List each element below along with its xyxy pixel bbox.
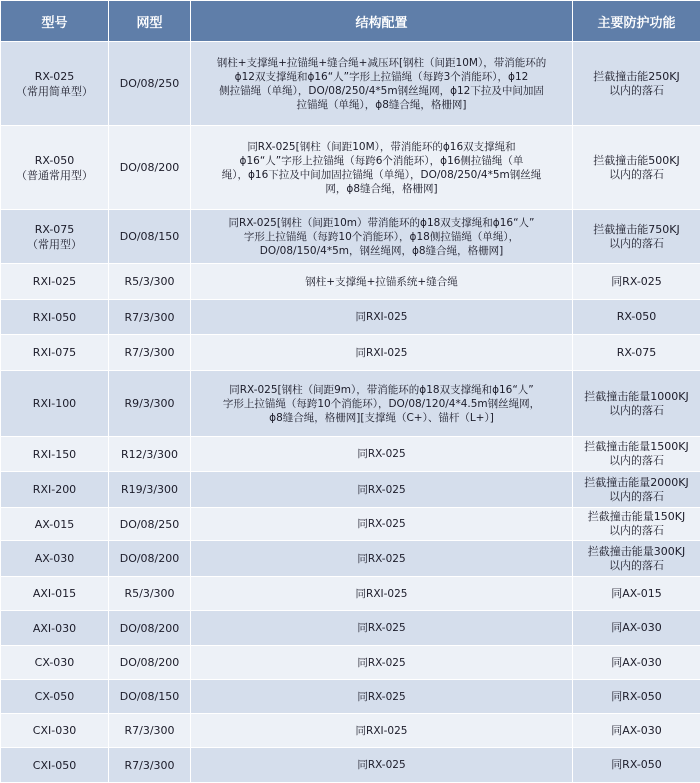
structure-config-cell [191, 210, 573, 264]
protection-line: 拦截撞击能量2000KJ [576, 476, 697, 490]
header-model: 型号 [1, 1, 109, 42]
net-type-cell: DO/08/250 [109, 508, 191, 541]
table-row [1, 680, 700, 714]
table-row [1, 210, 700, 264]
protection-cell [573, 264, 700, 300]
config-line: ɸ8缝合绳，格栅网][支撑绳（C+）、锚杆（L+）] [194, 411, 569, 425]
model-cell [1, 210, 109, 264]
model-cell [1, 646, 109, 680]
protection-cell [573, 714, 700, 748]
model-text: RXI-200 [4, 482, 105, 497]
config-line: 字形上拉锚绳（每跨10个消能环），ɸ18侧拉锚绳（单绳）， [194, 230, 569, 244]
config-line: 同RX-025 [194, 517, 569, 531]
protection-line: 以内的落石 [576, 404, 697, 418]
protection-cell [573, 508, 700, 541]
protection-cell [573, 126, 700, 210]
table-row [1, 646, 700, 680]
protection-cell [573, 210, 700, 264]
protection-cell [573, 611, 700, 646]
model-cell [1, 371, 109, 437]
protection-cell [573, 42, 700, 126]
header-row [1, 1, 700, 42]
model-text: RX-050 [4, 153, 105, 168]
model-cell [1, 437, 109, 472]
protection-cell [573, 335, 700, 371]
protection-line: 同AX-030 [576, 621, 697, 635]
model-text: RXI-100 [4, 396, 105, 411]
protection-line: 同RX-025 [576, 275, 697, 289]
model-text: AXI-030 [4, 621, 105, 636]
net-type-cell: R9/3/300 [109, 371, 191, 437]
config-line: 同RX-025[钢柱（间距10M），带消能环的ɸ16双支撑绳和 [194, 140, 569, 154]
config-line: ɸ12双支撑绳和ɸ16“人”字形上拉锚绳（每跨3个消能环），ɸ12 [194, 70, 569, 84]
model-cell [1, 577, 109, 611]
table-row [1, 126, 700, 210]
protection-cell [573, 437, 700, 472]
model-text: CXI-030 [4, 723, 105, 738]
config-line: 侧拉锚绳（单绳），DO/08/250/4*5m钢丝绳网，ɸ12下拉及中间加固 [194, 84, 569, 98]
net-type-cell: DO/08/150 [109, 210, 191, 264]
config-line: 同RX-025 [194, 690, 569, 704]
structure-config-cell [191, 335, 573, 371]
table-row [1, 300, 700, 335]
net-type-cell: R7/3/300 [109, 748, 191, 783]
config-line: 同RXI-025 [194, 724, 569, 738]
net-type-cell: DO/08/150 [109, 680, 191, 714]
config-line: 同RX-025[钢柱（间距9m），带消能环的ɸ18双支撑绳和ɸ16“人” [194, 383, 569, 397]
header-protection-function: 主要防护功能 [573, 1, 700, 42]
structure-config-cell [191, 264, 573, 300]
model-cell [1, 264, 109, 300]
config-line: 同RX-025 [194, 552, 569, 566]
net-type-cell: R7/3/300 [109, 300, 191, 335]
protection-line: 拦截撞击能量150KJ [576, 510, 697, 524]
model-text: （普通常用型） [4, 168, 105, 183]
net-type-cell: DO/08/200 [109, 611, 191, 646]
config-line: 同RX-025 [194, 656, 569, 670]
config-line: DO/08/150/4*5m，钢丝绳网，ɸ8缝合绳，格栅网] [194, 244, 569, 258]
config-line: 同RXI-025 [194, 587, 569, 601]
structure-config-cell [191, 577, 573, 611]
structure-config-cell [191, 437, 573, 472]
net-type-cell: DO/08/200 [109, 126, 191, 210]
protection-line: 拦截撞击能量1000KJ [576, 390, 697, 404]
net-type-cell: DO/08/200 [109, 541, 191, 577]
structure-config-cell [191, 611, 573, 646]
table-row [1, 437, 700, 472]
net-type-cell: R7/3/300 [109, 335, 191, 371]
structure-config-cell [191, 541, 573, 577]
model-cell [1, 748, 109, 783]
table-row [1, 335, 700, 371]
structure-config-cell [191, 371, 573, 437]
protection-line: 拦截撞击能量1500KJ [576, 440, 697, 454]
model-cell [1, 508, 109, 541]
model-text: （常用简单型） [4, 84, 105, 99]
structure-config-cell [191, 126, 573, 210]
config-line: 拉锚绳（单绳），ɸ8缝合绳，格栅网] [194, 98, 569, 112]
model-text: RXI-150 [4, 447, 105, 462]
protection-line: 同RX-050 [576, 690, 697, 704]
protection-line: 以内的落石 [576, 168, 697, 182]
structure-config-cell [191, 714, 573, 748]
config-line: 同RX-025 [194, 621, 569, 635]
table-row [1, 371, 700, 437]
protection-line: RX-050 [576, 310, 697, 324]
config-line: 绳），ɸ16下拉及中间加固拉锚绳（单绳），DO/08/250/4*5m钢丝绳 [194, 168, 569, 182]
table-row [1, 508, 700, 541]
table-row [1, 714, 700, 748]
model-text: RX-025 [4, 69, 105, 84]
net-type-cell: R12/3/300 [109, 437, 191, 472]
table-row [1, 472, 700, 508]
protection-cell [573, 541, 700, 577]
protection-cell [573, 680, 700, 714]
model-cell [1, 714, 109, 748]
config-line: 同RXI-025 [194, 310, 569, 324]
structure-config-cell [191, 748, 573, 783]
net-type-cell: R5/3/300 [109, 264, 191, 300]
net-type-cell: R5/3/300 [109, 577, 191, 611]
protection-line: 同RX-050 [576, 758, 697, 772]
protection-line: 拦截撞击能500KJ [576, 154, 697, 168]
config-line: 同RX-025 [194, 483, 569, 497]
protection-cell [573, 472, 700, 508]
protection-line: 同AX-030 [576, 724, 697, 738]
model-text: （常用型） [4, 237, 105, 252]
config-line: 同RXI-025 [194, 346, 569, 360]
config-line: 网，ɸ8缝合绳，格栅网] [194, 182, 569, 196]
model-text: CX-030 [4, 655, 105, 670]
model-text: RXI-050 [4, 310, 105, 325]
structure-config-cell [191, 508, 573, 541]
model-text: CX-050 [4, 689, 105, 704]
table-row [1, 42, 700, 126]
structure-config-cell [191, 646, 573, 680]
model-text: AX-030 [4, 551, 105, 566]
protection-line: 同AX-030 [576, 656, 697, 670]
table-row [1, 264, 700, 300]
config-line: ɸ16“人”字形上拉锚绳（每跨6个消能环），ɸ16侧拉锚绳（单 [194, 154, 569, 168]
protection-line: 以内的落石 [576, 454, 697, 468]
model-cell [1, 541, 109, 577]
model-cell [1, 472, 109, 508]
model-text: RXI-075 [4, 345, 105, 360]
structure-config-cell [191, 680, 573, 714]
protection-line: RX-075 [576, 346, 697, 360]
model-cell [1, 680, 109, 714]
structure-config-cell [191, 42, 573, 126]
protection-line: 以内的落石 [576, 237, 697, 251]
model-cell [1, 611, 109, 646]
protection-line: 拦截撞击能750KJ [576, 223, 697, 237]
model-cell [1, 300, 109, 335]
protection-line: 拦截撞击能量300KJ [576, 545, 697, 559]
protection-line: 拦截撞击能250KJ [576, 70, 697, 84]
config-line: 钢柱+支撑绳+拉锚绳+缝合绳+减压环[钢柱（间距10M），带消能环的 [194, 56, 569, 70]
model-text: RXI-025 [4, 274, 105, 289]
model-cell [1, 42, 109, 126]
protection-cell [573, 646, 700, 680]
config-line: 字形上拉锚绳（每跨10个消能环），DO/08/120/4*4.5m钢丝绳网， [194, 397, 569, 411]
model-text: AXI-015 [4, 586, 105, 601]
header-structure-config: 结构配置 [191, 1, 573, 42]
protection-line: 以内的落石 [576, 84, 697, 98]
config-line: 钢柱+支撑绳+拉锚系统+缝合绳 [194, 275, 569, 289]
model-cell [1, 335, 109, 371]
model-text: CXI-050 [4, 758, 105, 773]
net-type-cell: R7/3/300 [109, 714, 191, 748]
header-net-type: 网型 [109, 1, 191, 42]
net-type-cell: DO/08/250 [109, 42, 191, 126]
table-row [1, 577, 700, 611]
table-row [1, 541, 700, 577]
table-row [1, 611, 700, 646]
protection-line: 以内的落石 [576, 524, 697, 538]
structure-config-cell [191, 300, 573, 335]
protection-line: 以内的落石 [576, 490, 697, 504]
config-line: 同RX-025[钢柱（间距10m）带消能环的ɸ18双支撑绳和ɸ16“人” [194, 216, 569, 230]
protection-line: 以内的落石 [576, 559, 697, 573]
protection-cell [573, 577, 700, 611]
model-text: AX-015 [4, 517, 105, 532]
protection-cell [573, 300, 700, 335]
protection-cell [573, 371, 700, 437]
table-row [1, 748, 700, 783]
model-text: RX-075 [4, 222, 105, 237]
protection-cell [573, 748, 700, 783]
config-line: 同RX-025 [194, 447, 569, 461]
protection-line: 同AX-015 [576, 587, 697, 601]
net-type-cell: R19/3/300 [109, 472, 191, 508]
net-type-cell: DO/08/200 [109, 646, 191, 680]
table-body [1, 42, 700, 783]
model-cell [1, 126, 109, 210]
config-line: 同RX-025 [194, 758, 569, 772]
structure-config-cell [191, 472, 573, 508]
